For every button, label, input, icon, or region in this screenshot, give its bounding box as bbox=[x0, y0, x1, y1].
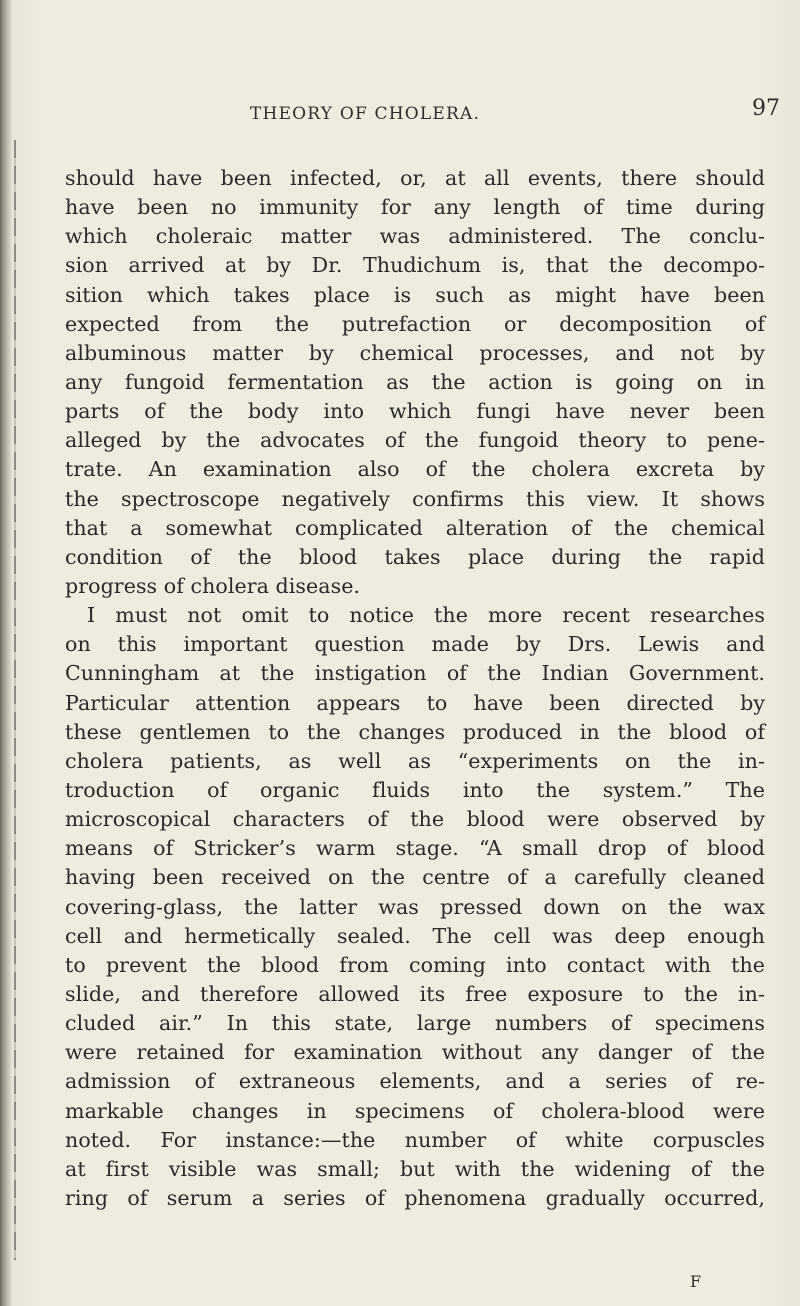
text-line: these gentlemen to the changes produced in the blood of bbox=[65, 719, 765, 744]
text-line: slide, and therefore allowed its free exposure to the in- bbox=[65, 981, 765, 1006]
text-line: microscopical characters of the blood were observed by bbox=[65, 807, 765, 832]
text-line: at first visible was small; but with the widening of the bbox=[65, 1156, 765, 1181]
text-line: markable changes in specimens of cholera-blood were bbox=[65, 1098, 765, 1123]
binding-edge bbox=[14, 140, 16, 1260]
text-line: have been no immunity for any length of time during bbox=[65, 195, 765, 220]
text-line: troduction of organic fluids into the system.” The bbox=[65, 777, 765, 802]
text-line: having been received on the centre of a carefully cleaned bbox=[65, 865, 765, 890]
text-line: alleged by the advocates of the fungoid theory to pene- bbox=[65, 428, 765, 453]
text-line: sion arrived at by Dr. Thudichum is, that the decompo- bbox=[65, 253, 765, 278]
text-line: ring of serum a series of phenomena gradually occurred, bbox=[65, 1185, 765, 1210]
text-line: covering-glass, the latter was pressed down on the wax bbox=[65, 894, 765, 919]
body-text bbox=[65, 164, 765, 1213]
text-line: cell and hermetically sealed. The cell was deep enough bbox=[65, 923, 765, 948]
text-line: sition which takes place is such as might have been bbox=[65, 282, 765, 307]
text-line: on this important question made by Drs. Lewis and bbox=[65, 632, 765, 657]
text-line: condition of the blood takes place during the rapid bbox=[65, 544, 765, 569]
text-line: expected from the putrefaction or decomposition of bbox=[65, 311, 765, 336]
text-line: trate. An examination also of the cholera excreta by bbox=[65, 457, 765, 482]
text-line: parts of the body into which fungi have never been bbox=[65, 399, 765, 424]
text-line: admission of extraneous elements, and a series of re- bbox=[65, 1069, 765, 1094]
text-line: albuminous matter by chemical processes, and not by bbox=[65, 340, 765, 365]
text-line: any fungoid fermentation as the action is going on in bbox=[65, 369, 765, 394]
text-line: cluded air.” In this state, large numbers of specimens bbox=[65, 1011, 765, 1036]
text-line: means of Stricker’s warm stage. “A small drop of blood bbox=[65, 836, 765, 861]
text-line: the spectroscope negatively confirms this view. It shows bbox=[65, 486, 765, 511]
text-line: should have been infected, or, at all events, there should bbox=[65, 166, 765, 190]
text-line: Cunningham at the instigation of the Indian Government. bbox=[65, 661, 765, 686]
text-line: cholera patients, as well as “experiments on the in- bbox=[65, 748, 765, 773]
text-line: to prevent the blood from coming into contact with the bbox=[65, 952, 765, 977]
text-line: Particular attention appears to have been directed by bbox=[65, 690, 765, 715]
text-line: that a somewhat complicated alteration of the chemical bbox=[65, 515, 765, 540]
binding-shadow bbox=[0, 0, 12, 1306]
text-line: noted. For instance:—the number of white corpuscles bbox=[65, 1127, 765, 1152]
page-number: 97 bbox=[752, 96, 780, 121]
running-head: THEORY OF CHOLERA. bbox=[250, 104, 481, 124]
text-line: which choleraic matter was administered. The conclu- bbox=[65, 224, 765, 249]
signature-mark: F bbox=[690, 1272, 702, 1291]
text-line: I must not omit to notice the more recent researches bbox=[87, 603, 765, 628]
text-line: were retained for examination without any danger of the bbox=[65, 1040, 765, 1065]
text-line: progress of cholera disease. bbox=[65, 573, 361, 598]
